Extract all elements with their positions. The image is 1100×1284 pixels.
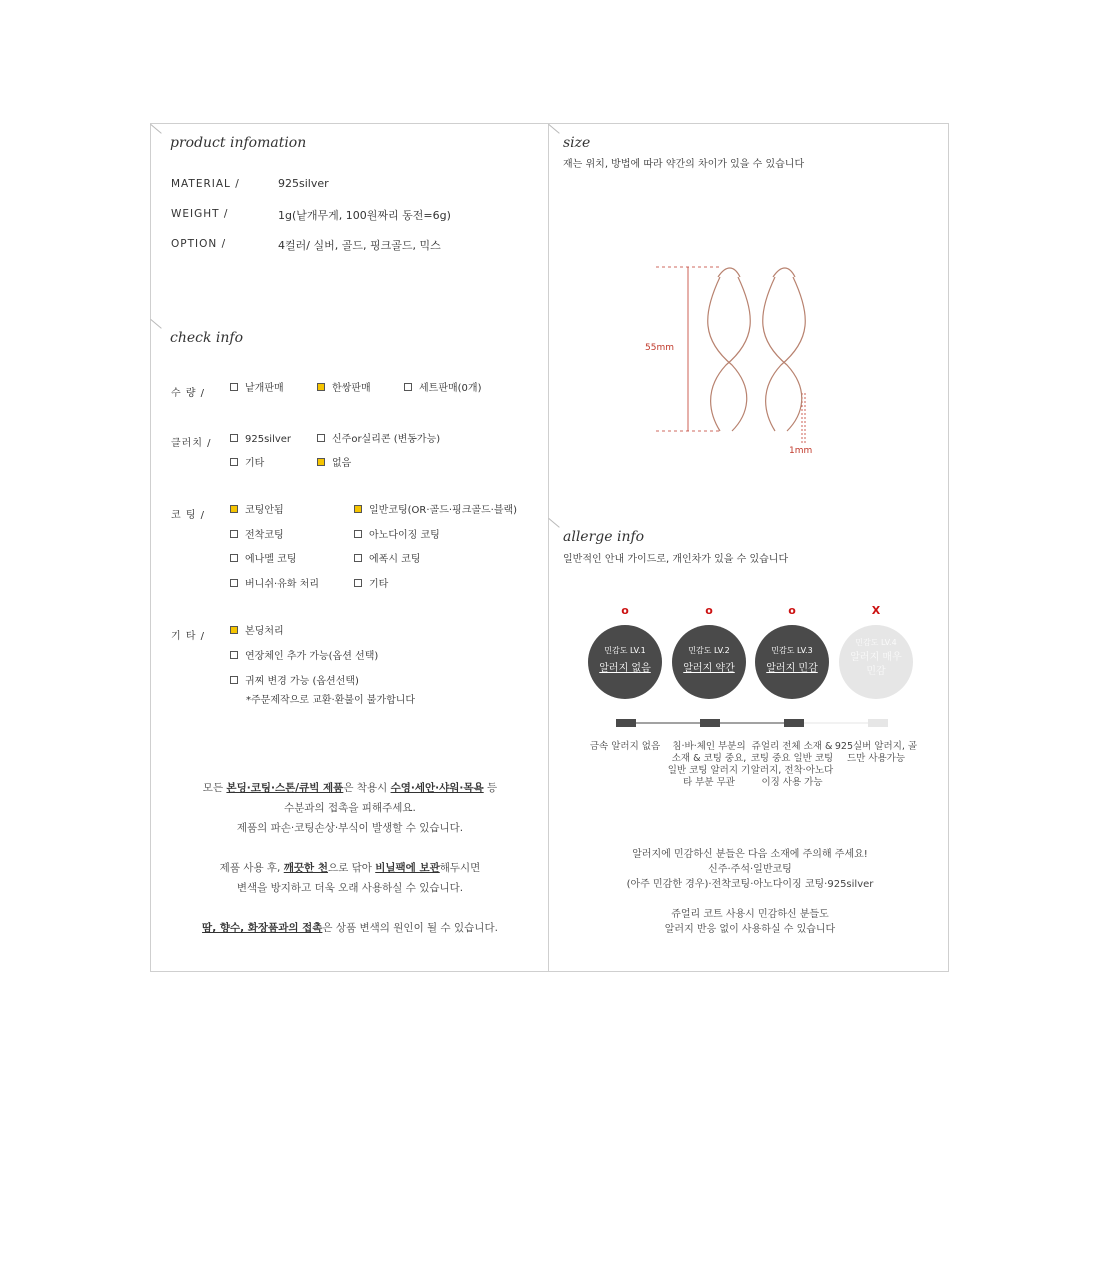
allergy-desc-lv3: 쥬얼리 전체 소재 & 코팅 중요 일반 코팅 알러지, 전착·아노다이징 사용 가능 xyxy=(750,741,834,788)
size-subtitle: 재는 위치, 방법에 따라 약간의 차이가 있을 수 있습니다 xyxy=(563,159,805,170)
checkbox-checked-icon xyxy=(354,505,362,513)
checkbox-clip-change: 귀찌 변경 가능 (옵션선택) xyxy=(230,675,359,689)
allergy-desc-lv1: 금속 알러지 없음 xyxy=(589,741,661,752)
length-dimension xyxy=(656,267,805,443)
checkbox-anodizing: 아노다이징 코팅 xyxy=(354,529,440,543)
earring-right xyxy=(763,268,806,431)
earring-size-illustration xyxy=(640,255,830,465)
allergy-guide-3: (아주 민감한 경우)·전착코팅·아노다이징 코팅·925silver xyxy=(626,879,874,890)
checkbox-set-sale: 세트판매(0개) xyxy=(404,382,481,396)
clutch-label: 클러치 / xyxy=(171,438,212,449)
allergy-desc-lv2: 침·바·체인 부분의 소재 & 코팅 중요, 일반 코팅 알러지 기타 부분 무관 xyxy=(667,741,751,788)
checkbox-no-coating: 코팅안됨 xyxy=(230,504,284,518)
spec-label-material: MATERIAL / xyxy=(171,178,240,190)
checkbox-normal-coating: 일반코팅(OR·골드·핑크골드·블랙) xyxy=(354,504,517,518)
spec-label-weight: WEIGHT / xyxy=(171,208,229,220)
spec-label-option: OPTION / xyxy=(171,238,227,250)
checkbox-coating-other: 기타 xyxy=(354,578,388,592)
allergy-mark-lv3: o xyxy=(788,604,796,617)
checkbox-checked-icon xyxy=(230,505,238,513)
size-heading: size xyxy=(563,135,591,151)
checkbox-clutch-silver: 925silver xyxy=(230,433,291,447)
checkbox-unchecked-icon xyxy=(230,383,238,391)
quantity-label: 수 량 / xyxy=(171,388,206,399)
scale-marker-lv1 xyxy=(616,719,636,727)
coating-label: 코 팅 / xyxy=(171,510,206,521)
checkbox-electro-coating: 전착코팅 xyxy=(230,529,284,543)
allergy-guide-4: 쥬얼리 코트 사용시 민감하신 분들도 xyxy=(671,909,829,920)
checkbox-unchecked-icon xyxy=(230,579,238,587)
content-frame xyxy=(150,123,949,972)
allergy-subtitle: 일반적인 안내 가이드로, 개인차가 있을 수 있습니다 xyxy=(563,554,789,565)
spec-value-weight: 1g(낱개무게, 100원짜리 동전=6g) xyxy=(278,209,451,222)
spec-value-material: 925silver xyxy=(278,177,329,190)
checkbox-unchecked-icon xyxy=(317,434,325,442)
allergy-desc-lv4: 925실버 알러지, 골드만 사용가능 xyxy=(834,741,918,764)
checkbox-clutch-brass: 신주or실리콘 (변동가능) xyxy=(317,433,440,447)
scale-marker-lv3 xyxy=(784,719,804,727)
custom-order-note: *주문제작으로 교환·환불이 불가합니다 xyxy=(246,695,416,706)
allergy-level-1: 민감도 LV.1 알러지 없음 xyxy=(588,625,662,699)
checkbox-clutch-other: 기타 xyxy=(230,457,264,471)
allergy-level-4: 민감도 LV.4 알러지 매우 민감 xyxy=(839,625,913,699)
allergy-mark-lv1: o xyxy=(621,604,629,617)
checkbox-unchecked-icon xyxy=(230,554,238,562)
checkbox-single-sale: 낱개판매 xyxy=(230,382,284,396)
allergy-info-heading: allerge info xyxy=(563,529,645,545)
care-notice-1: 모든 본딩·코팅·스톤/큐빅 제품은 착용시 수영·세안·샤워·목욕 등 수분과의 접촉을 피해주세요. 제품의 파손·코팅손상·부식이 발생할 수 있습니다. xyxy=(202,782,498,834)
scale-marker-lv4 xyxy=(868,719,888,727)
allergy-mark-lv4: X xyxy=(871,604,881,617)
allergy-mark-lv2: o xyxy=(705,604,713,617)
length-label: 55mm xyxy=(645,343,674,353)
checkbox-checked-icon xyxy=(317,458,325,466)
checkbox-unchecked-icon xyxy=(354,530,362,538)
checkbox-unchecked-icon xyxy=(230,434,238,442)
checkbox-pair-sale: 한쌍판매 xyxy=(317,382,371,396)
checkbox-clutch-none: 없음 xyxy=(317,457,351,471)
earring-left xyxy=(708,268,751,431)
checkbox-enamel: 에나멜 코팅 xyxy=(230,553,296,567)
checkbox-checked-icon xyxy=(230,626,238,634)
panel-divider xyxy=(548,123,549,972)
thickness-label: 1mm xyxy=(789,446,813,456)
checkbox-unchecked-icon xyxy=(230,651,238,659)
checkbox-unchecked-icon xyxy=(354,554,362,562)
allergy-guide-2: 신주·주석·일반코팅 xyxy=(708,864,792,875)
allergy-level-2: 민감도 LV.2 알러지 약간 xyxy=(672,625,746,699)
checkbox-bonding: 본딩처리 xyxy=(230,625,284,639)
checkbox-unchecked-icon xyxy=(230,530,238,538)
allergy-guide-1: 알러지에 민감하신 분들은 다음 소재에 주의해 주세요! xyxy=(632,849,868,860)
checkbox-epoxy: 에폭시 코팅 xyxy=(354,553,420,567)
checkbox-unchecked-icon xyxy=(230,676,238,684)
care-notice-2: 제품 사용 후, 깨끗한 천으로 닦아 비닐팩에 보관해두시면 변색을 방지하고 더욱 오래 사용하실 수 있습니다. xyxy=(219,862,481,894)
product-info-heading: product infomation xyxy=(170,135,307,151)
allergy-scale xyxy=(610,715,900,731)
spec-value-option: 4컬러/ 실버, 골드, 핑크골드, 믹스 xyxy=(278,239,441,252)
checkbox-extension-chain: 연장체인 추가 가능(옵션 선택) xyxy=(230,650,378,664)
care-notice-3: 땀, 향수, 화장품과의 접촉은 상품 변색의 원인이 될 수 있습니다. xyxy=(202,922,498,934)
checkbox-checked-icon xyxy=(317,383,325,391)
checkbox-burnish: 버니쉬·유화 처리 xyxy=(230,578,319,592)
allergy-level-3: 민감도 LV.3 알러지 민감 xyxy=(755,625,829,699)
allergy-guide-5: 알러지 반응 없이 사용하실 수 있습니다 xyxy=(664,924,836,935)
checkbox-unchecked-icon xyxy=(354,579,362,587)
check-info-heading: check info xyxy=(170,330,244,346)
scale-marker-lv2 xyxy=(700,719,720,727)
checkbox-unchecked-icon xyxy=(230,458,238,466)
etc-label: 기 타 / xyxy=(171,631,206,642)
checkbox-unchecked-icon xyxy=(404,383,412,391)
